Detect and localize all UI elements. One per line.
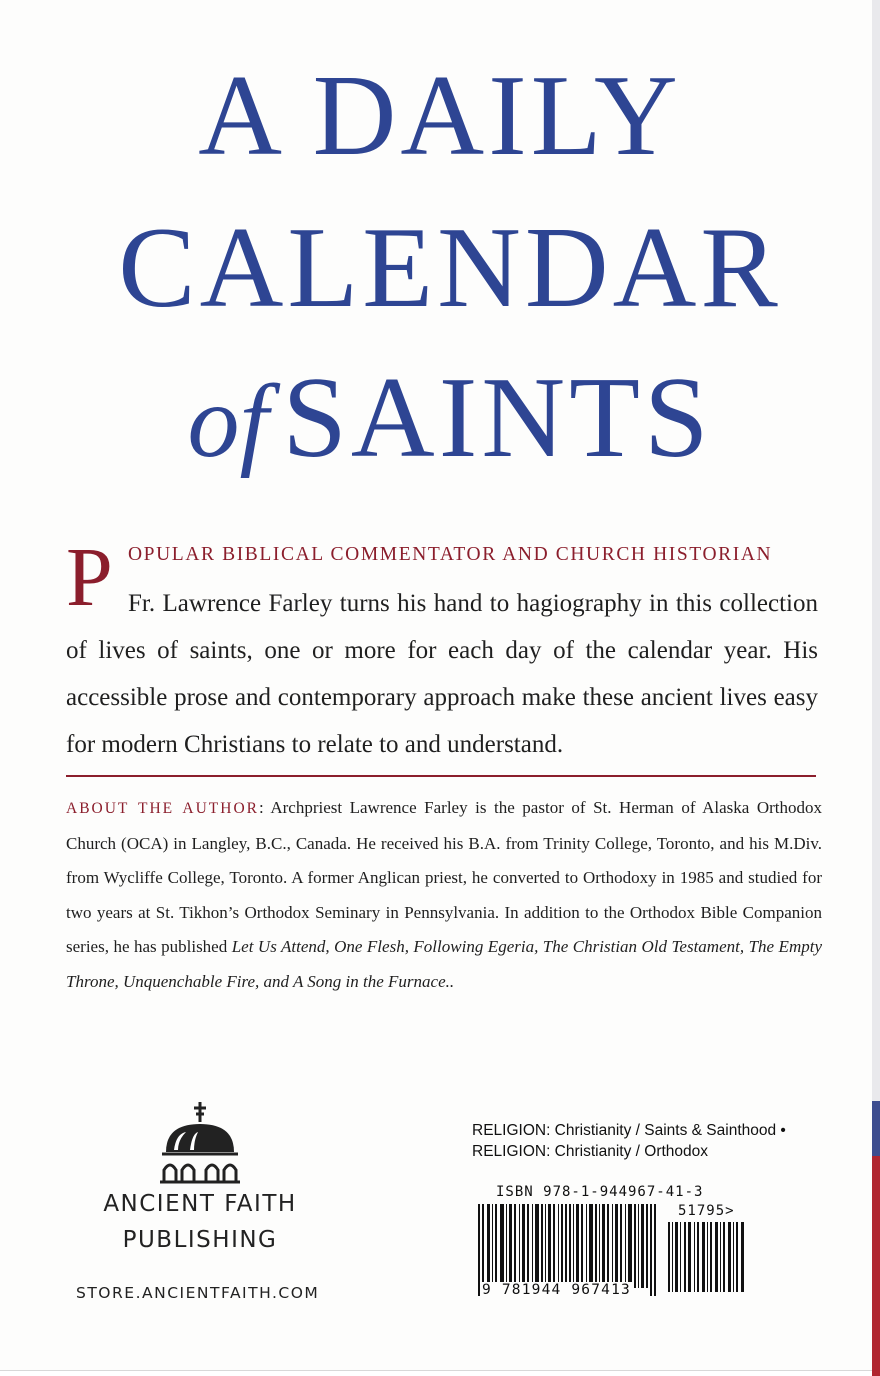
title-line-3 xyxy=(10,354,880,482)
category-line-1: RELIGION: Christianity / Saints & Sainthood • xyxy=(472,1122,786,1139)
title-saints: SAINTS xyxy=(282,354,713,482)
title-line-2: CALENDAR xyxy=(118,204,782,332)
title-line-1: A DAILY xyxy=(198,52,682,180)
blurb-lead: OPULAR BIBLICAL COMMENTATOR AND CHURCH HISTORIAN xyxy=(128,544,773,565)
blurb-text: Fr. Lawrence Farley turns his hand to hagiography in this collection of lives of saints, one or more for each day of the calendar year. His accessible prose and contemporary approach make these ancient lives easy for modern Christians to relate to and understand. xyxy=(66,590,818,758)
title-of: of xyxy=(187,364,269,479)
about-author xyxy=(66,791,822,999)
about-text: : Archpriest Lawrence Farley is the pastor of St. Herman of Alaska Orthodox Church (OCA) in Langley, B.C., Canada. He received his B.A. from Trinity College, Toronto, and his M.Div. from Wycliffe College, Toronto. A former Anglican priest, he converted to Orthodoxy in 1985 and studied for two years at St. Tikhon’s Orthodox Seminary in Pennsylvania. In addition to the Orthodox Bible Companion series, he has published xyxy=(66,798,822,956)
barcode-digits: 9 781944 967413 xyxy=(482,1282,631,1298)
store-link[interactable]: STORE.ANCIENTFAITH.COM xyxy=(76,1284,320,1302)
category-line-2: RELIGION: Christianity / Orthodox xyxy=(472,1143,709,1160)
publisher-block xyxy=(60,1100,340,1256)
price-code: 51795> xyxy=(678,1203,735,1219)
publisher-name-2: PUBLISHING xyxy=(122,1227,278,1253)
church-dome-cross-icon xyxy=(150,1100,250,1184)
publisher-name-1: ANCIENT FAITH xyxy=(103,1191,297,1217)
cover-edge xyxy=(872,0,880,1376)
isbn-label: ISBN 978-1-944967-41-3 xyxy=(496,1184,704,1200)
about-book-titles: Let Us Attend, One Flesh, Following Egeria, The Christian Old Testament, The Empty Throne, Unquenchable Fire, and A Song in the Furnace.. xyxy=(66,937,822,991)
about-label: ABOUT THE AUTHOR xyxy=(66,800,260,817)
divider-rule xyxy=(66,775,816,777)
bisac-categories xyxy=(472,1120,786,1162)
drop-cap: P xyxy=(66,531,113,624)
price-barcode xyxy=(666,1222,748,1292)
